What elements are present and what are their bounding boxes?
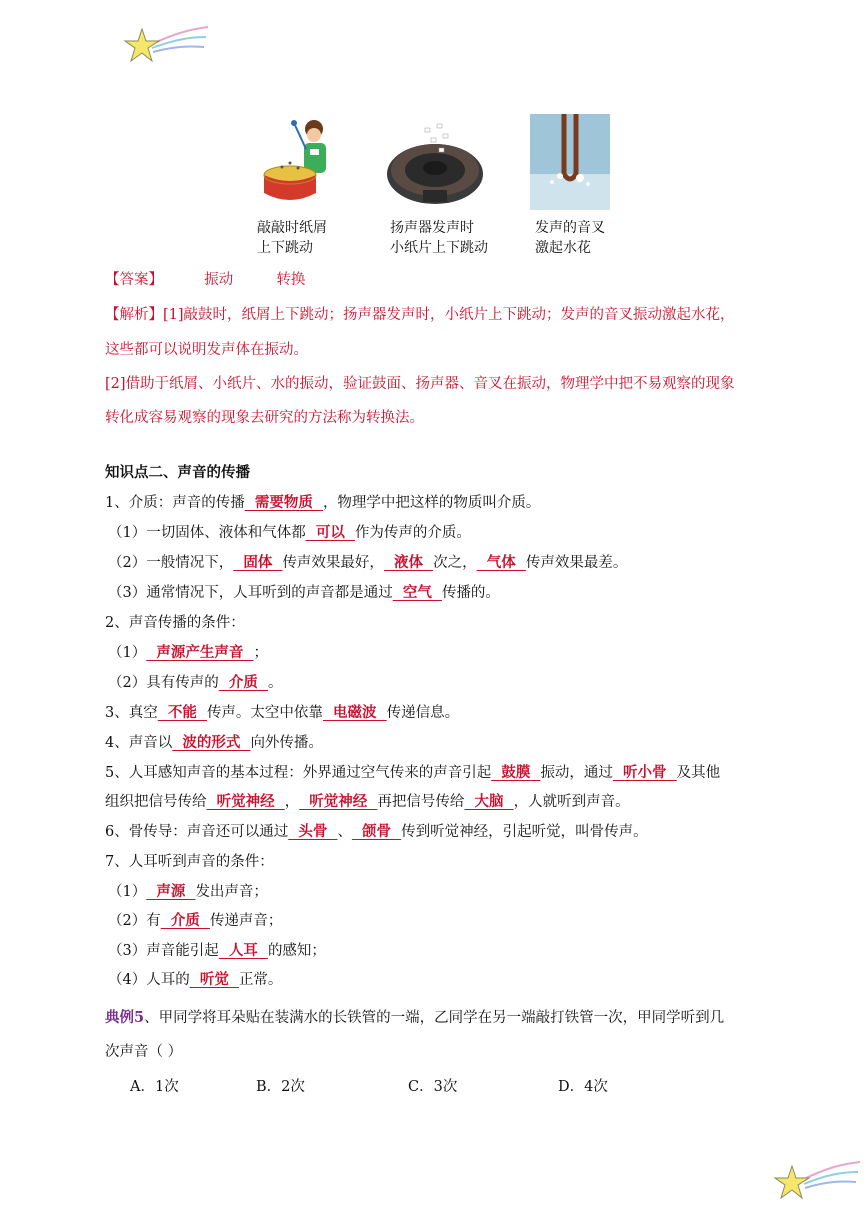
point-7-1: （1） 声源 发出声音； <box>108 883 268 900</box>
point-7: 7、人耳听到声音的条件： <box>105 854 274 870</box>
point-5: 5、人耳感知声音的基本过程：外界通过空气传来的声音引起 鼓膜 振动，通过 听小骨 及其他 <box>105 764 721 781</box>
caption-speaker: 扬声器发声时 小纸片上下跳动 <box>390 220 488 256</box>
example-5-question-cont: 次声音（ ） <box>105 1044 183 1060</box>
point-7-3: （3）声音能引起 人耳 的感知； <box>108 942 326 959</box>
speaker-image <box>385 120 485 208</box>
point-7-2: （2）有 介质 传递声音； <box>108 912 283 929</box>
analysis-line-2: 这些都可以说明发声体在振动。 <box>105 342 308 358</box>
answer-line: 【答案】 振动 转换 <box>105 272 306 288</box>
point-3: 3、真空 不能 传声。太空中依靠 电磁波 传递信息。 <box>105 704 460 721</box>
point-4: 4、声音以 波的形式 向外传播。 <box>105 734 323 751</box>
point-2-1: （1） 声源产生声音 ； <box>108 644 268 661</box>
analysis-line-4: 转化成容易观察的现象去研究的方法称为转换法。 <box>105 410 424 426</box>
point-2-2: （2）具有传声的 介质 。 <box>108 674 283 691</box>
point-1: 1、介质：声音的传播 需要物质 ，物理学中把这样的物质叫介质。 <box>105 494 541 511</box>
option-c[interactable]: C．3次 <box>408 1079 458 1095</box>
section-heading: 知识点二、声音的传播 <box>105 464 250 481</box>
star-icon <box>120 15 210 67</box>
point-6: 6、骨传导：声音还可以通过 头骨 、 颌骨 传到听觉神经，引起听觉，叫骨传声。 <box>105 823 648 840</box>
point-1-3: （3）通常情况下，人耳听到的声音都是通过 空气 传播的。 <box>108 584 500 601</box>
point-1-2: （2）一般情况下， 固体 传声效果最好， 液体 次之， 气体 传声效果最差。 <box>108 554 628 571</box>
star-icon <box>770 1152 862 1204</box>
caption-tuning-fork: 发声的音叉 激起水花 <box>535 220 605 256</box>
analysis-line-1: 【解析】[1]敲鼓时，纸屑上下跳动；扬声器发声时，小纸片上下跳动；发声的音叉振动激起水花， <box>105 307 735 323</box>
point-5-cont: 组织把信号传给 听觉神经 ， 听觉神经 再把信号传给 大脑 ，人就听到声音。 <box>105 793 630 810</box>
point-1-1: （1）一切固体、液体和气体都 可以 作为传声的介质。 <box>108 524 471 541</box>
point-2: 2、声音传播的条件： <box>105 615 245 631</box>
option-b[interactable]: B．2次 <box>256 1079 305 1095</box>
caption-drum: 敲敲时纸屑 上下跳动 <box>257 220 327 256</box>
option-d[interactable]: D．4次 <box>558 1079 608 1095</box>
tuning-fork-image <box>530 114 610 210</box>
drum-boy-image <box>262 115 342 205</box>
point-7-4: （4）人耳的 听觉 正常。 <box>108 971 283 988</box>
example-5-question: 典例5、甲同学将耳朵贴在装满水的长铁管的一端，乙同学在另一端敲打铁管一次，甲同学听到几 <box>105 1009 725 1026</box>
option-a[interactable]: A．1次 <box>130 1079 179 1095</box>
analysis-line-3: [2]借助于纸屑、小纸片、水的振动，验证鼓面、扬声器、音叉在振动，物理学中把不易观察的现象 <box>105 376 735 392</box>
